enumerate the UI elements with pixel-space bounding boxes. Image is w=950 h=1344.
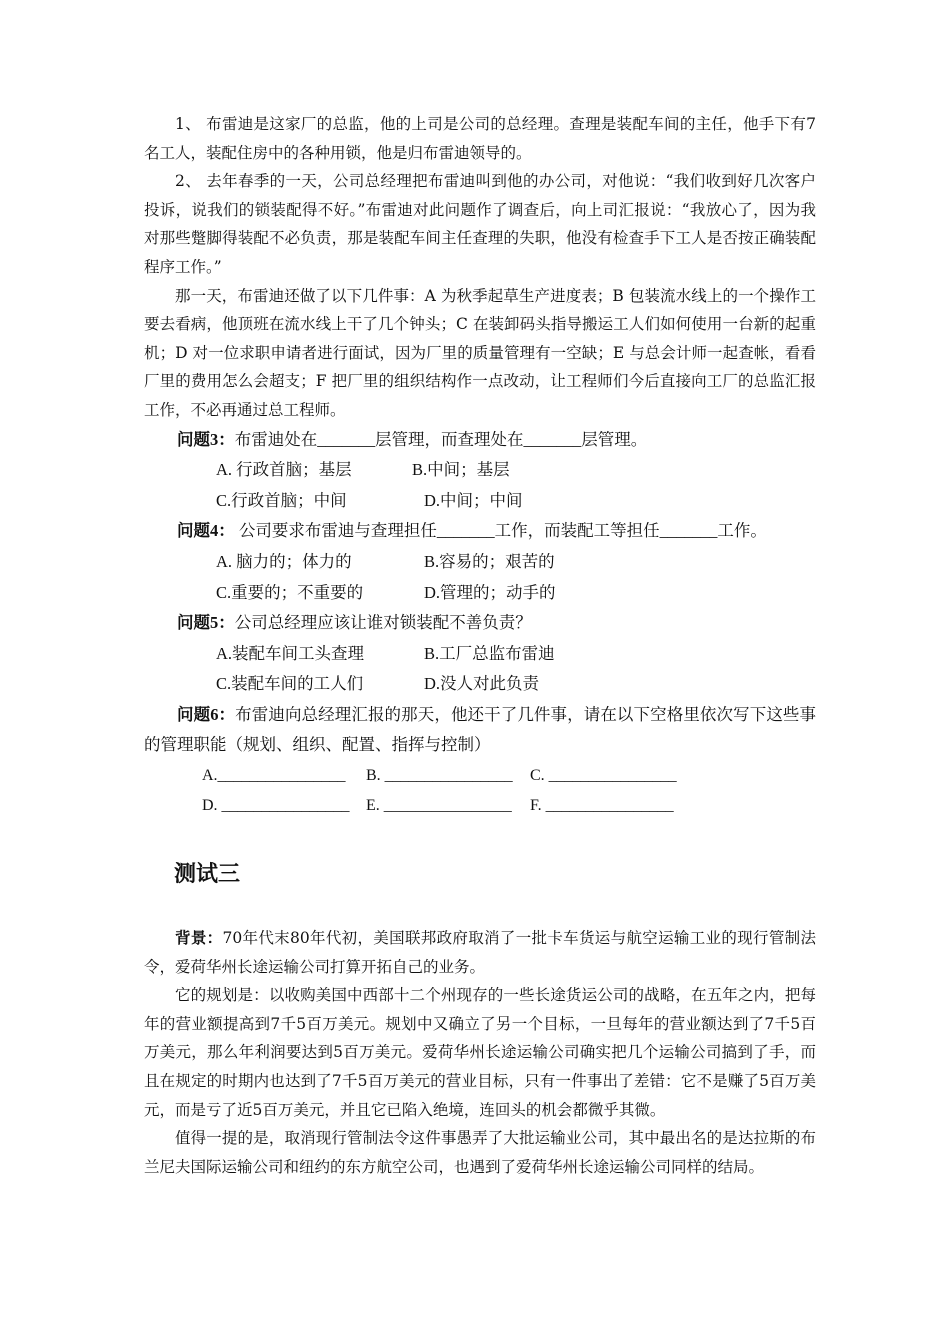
question-6-text: 布雷迪向总经理汇报的那天，他还干了几件事，请在以下空格里依次写下这些事的管理职能（规划、组织、配置、指挥与控制） xyxy=(144,704,817,755)
question-3-options-row-2 xyxy=(144,486,816,517)
blank-c[interactable]: C. ________________ xyxy=(530,767,677,785)
question-4 xyxy=(144,516,816,547)
question-3-options-row-1 xyxy=(144,455,816,486)
option-c: C.装配车间的工人们 xyxy=(216,674,364,694)
option-c: C.重要的；不重要的 xyxy=(216,582,364,602)
paragraph-note: 值得一提的是，取消现行管制法令这件事愚弄了大批运输业公司，其中最出名的是达拉斯的布兰尼夫国际运输公司和纽约的东方航空公司，也遇到了爱荷华州长途运输公司同样的结局。 xyxy=(144,1129,816,1176)
paragraph-that-day: 那一天，布雷迪还做了以下几件事：A 为秋季起草生产进度表；B 包装流水线上的一个操作工要去看病，他顶班在流水线上干了几个钟头；C 在装卸码头指导搬运工人们如何使用一台新的起重机；D 对一位求职申请者进行面试，因为厂里的质量管理有一空缺；E 与总会计师一起查帐，看看厂里的费用怎么会超支；F 把厂里的组织结构作一点改动，让工程师们今后直接向工厂的总监汇报工作，不必再通过总工程师。 xyxy=(144,286,816,419)
section-title: 测试三 xyxy=(174,862,241,888)
question-5 xyxy=(144,608,816,639)
option-d: D.管理的；动手的 xyxy=(424,582,556,602)
blank-f[interactable]: F. ________________ xyxy=(530,796,674,814)
question-3-label: 问题3： xyxy=(177,429,235,449)
background-label: 背景： xyxy=(175,929,223,948)
question-6-blanks-row-1 xyxy=(144,761,816,791)
blank-d[interactable]: D. ________________ xyxy=(202,796,350,814)
question-5-options-row-1 xyxy=(144,639,816,670)
document-page xyxy=(144,110,816,1181)
option-d: D.中间；中间 xyxy=(424,490,523,510)
question-3 xyxy=(144,425,816,456)
option-a: A.装配车间工头查理 xyxy=(216,643,365,663)
question-4-text: 公司要求布雷迪与查理担任_______工作，而装配工等担任_______工作。 xyxy=(234,521,767,541)
paragraph-item-1: 1、 布雷迪是这家厂的总监，他的上司是公司的总经理。查理是装配车间的主任，他手下有7名工人，装配住房中的各种用锁，他是归布雷迪领导的。 xyxy=(144,115,816,162)
question-6-blanks-row-2 xyxy=(144,791,816,821)
paragraph-item-2: 2、 去年春季的一天，公司总经理把布雷迪叫到他的办公司，对他说：“我们收到好几次客户投诉，说我们的锁装配得不好。”布雷迪对此问题作了调查后，向上司汇报说：“我放心了，因为我对那些蹩脚得装配不必负责，那是装配车间主任查理的失职，他没有检查手下工人是否按正确装配程序工作。” xyxy=(144,172,816,276)
option-a: A. 行政首脑；基层 xyxy=(216,460,352,480)
question-5-options-row-2 xyxy=(144,669,816,700)
question-5-text: 公司总经理应该让谁对锁装配不善负责？ xyxy=(234,613,532,633)
background-paragraph xyxy=(144,924,816,981)
question-4-options-row-1 xyxy=(144,547,816,578)
question-4-label: 问题4： xyxy=(177,521,235,541)
question-4-options-row-2 xyxy=(144,578,816,609)
question-3-text: 布雷迪处在_______层管理，而查理处在_______层管理。 xyxy=(234,429,648,449)
question-6-label: 问题6： xyxy=(177,704,236,724)
option-a: A. 脑力的；体力的 xyxy=(216,551,352,571)
background-text: 70年代末80年代初，美国联邦政府取消了一批卡车货运与航空运输工业的现行管制法令，爱荷华州长途运输公司打算开拓自己的业务。 xyxy=(144,929,816,976)
option-b: B.工厂总监布雷迪 xyxy=(424,643,555,663)
blank-a[interactable]: A.________________ xyxy=(202,767,346,785)
blank-b[interactable]: B. ________________ xyxy=(366,767,513,785)
paragraph-plan: 它的规划是：以收购美国中西部十二个州现存的一些长途货运公司的战略，在五年之内，把每年的营业额提高到7千5百万美元。规划中又确立了另一个目标，一旦每年的营业额达到了7千5百万美元，那么年利润要达到5百万美元。爱荷华州长途运输公司确实把几个运输公司搞到了手，而且在规定的时期内也达到了7千5百万美元的营业目标，只有一件事出了差错：它不是赚了5百万美元，而是亏了近5百万美元，并且它已陷入绝境，连回头的机会都微乎其微。 xyxy=(144,986,816,1119)
option-b: B.容易的；艰苦的 xyxy=(424,551,555,571)
option-d: D.没人对此负责 xyxy=(424,674,540,694)
option-b: B.中间；基层 xyxy=(412,460,510,480)
question-5-label: 问题5： xyxy=(177,613,235,633)
question-6 xyxy=(144,700,816,761)
blank-e[interactable]: E. ________________ xyxy=(366,796,512,814)
option-c: C.行政首脑；中间 xyxy=(216,490,347,510)
